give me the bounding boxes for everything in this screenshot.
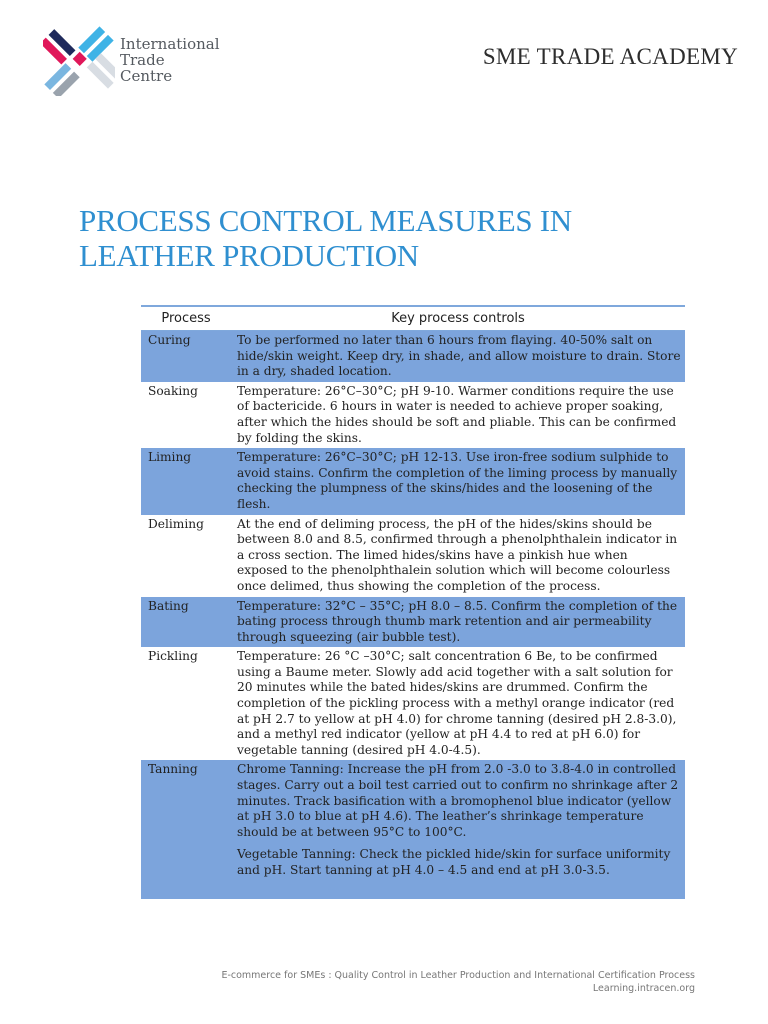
process-controls-table	[141, 305, 685, 899]
table-row	[141, 331, 685, 382]
org-name-line3: Centre	[120, 67, 173, 85]
table-row	[141, 448, 685, 514]
footer-line1: E-commerce for SMEs : Quality Control in Leather Production and International Certification Process	[221, 970, 695, 981]
table-row	[141, 515, 685, 597]
page-title	[79, 203, 679, 273]
org-name	[120, 36, 220, 84]
control-paragraph: Temperature: 26°C–30°C; pH 9-10. Warmer conditions require the use of bactericide. 6 hours in water is needed to achieve proper soaking, after which the hides should be soft and pliable. This can be confirmed by folding the skins.	[237, 383, 677, 445]
table-row	[141, 597, 685, 648]
process-name: Tanning	[141, 760, 231, 898]
page-title-line1: PROCESS CONTROL MEASURES IN	[79, 203, 572, 238]
process-name: Soaking	[141, 382, 231, 448]
itc-logo-icon	[43, 26, 115, 96]
page-title-line2: LEATHER PRODUCTION	[79, 238, 419, 273]
control-paragraph: Temperature: 26°C–30°C; pH 12-13. Use iron-free sodium sulphide to avoid stains. Confirm the completion of the liming process by manually checking the plumpness of the skins/hides and the loosening of the flesh.	[237, 450, 678, 511]
process-controls	[231, 647, 685, 760]
process-controls	[231, 597, 685, 648]
process-name: Curing	[141, 331, 231, 382]
control-paragraph: Chrome Tanning: Increase the pH from 2.0 -3.0 to 3.8-4.0 in controlled stages. Carry out a boil test carried out to confirm no shrinkage after 2 minutes. Track basification with a bromophenol blue indicator (yellow at pH 3.0 to blue at pH 4.6). The leather’s shrinkage temperature should be at between 95°C to 100°C.	[237, 762, 679, 839]
table-row	[141, 647, 685, 760]
control-paragraph: At the end of deliming process, the pH of the hides/skins should be between 8.0 and 8.5, confirmed through a phenolphthalein indicator in a cross section. The limed hides/skins have a pinkish hue when exposed to the phenolphthalein solution which will become colourless once delimed, thus showing the completion of the process.	[237, 516, 678, 593]
process-controls	[231, 448, 685, 514]
table-row	[141, 382, 685, 448]
process-controls	[231, 515, 685, 597]
process-controls	[231, 382, 685, 448]
org-name-line2: Trade	[120, 51, 165, 69]
table-header-row	[141, 306, 685, 331]
process-name: Pickling	[141, 647, 231, 760]
control-paragraph: Temperature: 26 °C –30°C; salt concentration 6 Be, to be confirmed using a Baume meter. Slowly add acid together with a salt solution for 20 minutes while the bated hides/skins are drummed. Confirm the completion of the pickling process with a methyl orange indicator (red at pH 2.7 to yellow at pH 4.0) for chrome tanning (desired pH 2.8-3.0), and a methyl red indicator (yellow at pH 4.4 to red at pH 6.0) for vegetable tanning (desired pH 4.0-4.5).	[237, 649, 677, 757]
column-header-process: Process	[141, 306, 231, 331]
process-name: Liming	[141, 448, 231, 514]
process-name: Bating	[141, 597, 231, 648]
control-paragraph: Vegetable Tanning: Check the pickled hide/skin for surface uniformity and pH. Start tanning at pH 4.0 – 4.5 and end at pH 3.0-3.5.	[237, 847, 671, 877]
academy-title: SME TRADE ACADEMY	[482, 44, 738, 69]
control-paragraph: Temperature: 32°C – 35°C; pH 8.0 – 8.5. Confirm the completion of the bating process through thumb mark retention and air permeability through squeezing (air bubble test).	[237, 598, 678, 644]
column-header-controls: Key process controls	[231, 306, 685, 331]
org-name-line1: International	[120, 35, 220, 53]
control-paragraph: To be performed no later than 6 hours from flaying. 40-50% salt on hide/skin weight. Keep dry, in shade, and allow moisture to drain. Store in a dry, shaded location.	[237, 333, 681, 379]
process-name: Deliming	[141, 515, 231, 597]
footer	[221, 969, 695, 995]
process-controls	[231, 331, 685, 382]
table-row	[141, 760, 685, 898]
process-controls	[231, 760, 685, 898]
footer-line2: Learning.intracen.org	[592, 983, 695, 994]
